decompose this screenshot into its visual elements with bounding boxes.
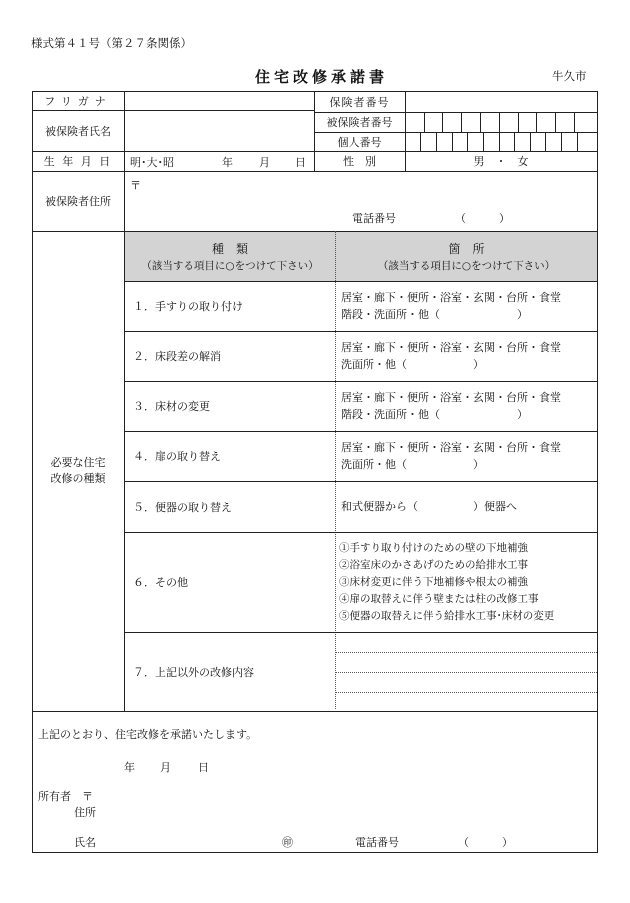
renovation-type-5[interactable]: ５．便器の取り替え (133, 500, 232, 514)
furigana-label: フリガナ (44, 95, 112, 108)
insurer-number-label: 保険者番号 (329, 95, 390, 109)
place-column-note: （該当する項目に○をつけて下さい） (377, 259, 556, 272)
renovation-type-7[interactable]: ７．上記以外の改修内容 (133, 665, 254, 679)
consent-date-field[interactable] (90, 755, 220, 775)
insurer-number-field[interactable] (406, 92, 596, 111)
address-field[interactable] (145, 175, 585, 205)
renovation-type-4[interactable]: ４．扉の取り替え (133, 450, 221, 463)
place-line: 階段・洗面所・他（ ） (341, 408, 528, 421)
place-column-title: 箇 所 (448, 241, 485, 256)
type-column-note: （該当する項目に○をつけて下さい） (141, 259, 319, 272)
insured-number-label: 被保険者番号 (326, 116, 393, 129)
renovation-place-4[interactable] (341, 431, 596, 481)
address-phone-label: 電話番号 (352, 212, 396, 225)
place-line: ①手すり取り付けのための壁の下地補強 (339, 541, 528, 554)
owner-address-label: 住所 (74, 806, 96, 819)
section-label-line2: 改修の種類 (50, 472, 106, 485)
place-column-header (336, 232, 597, 281)
consent-date-year: 年 (124, 761, 135, 774)
address-label: 被保険者住所 (45, 195, 111, 208)
seal-mark: ㊞ (282, 836, 293, 849)
place-line: ⑤便器の取替えに伴う給排水工事･床材の変更 (339, 609, 555, 622)
address-phone-parens[interactable]: （ ） (455, 212, 510, 225)
owner-address-field[interactable] (105, 786, 585, 820)
birth-year-label: 年 (222, 156, 233, 169)
consent-date-day: 日 (198, 761, 209, 774)
furigana-field[interactable] (125, 92, 313, 110)
place-line: 居室・廊下・便所・浴室・玄関・台所・食堂 (341, 441, 561, 454)
place-line: ④扉の取替えに伴う壁または柱の改修工事 (339, 592, 539, 605)
form-id: 様式第４１号（第２７条関係） (31, 36, 192, 50)
owner-name-label: 氏名 (74, 836, 96, 849)
renovation-place-6[interactable] (339, 532, 597, 632)
owner-name-field[interactable] (105, 830, 275, 848)
renovation-place-3[interactable] (341, 381, 596, 431)
place-line: 階段・洗面所・他（ ） (341, 308, 528, 321)
renovation-type-3[interactable]: ３．床材の変更 (133, 400, 210, 413)
gender-label: 性 別 (343, 155, 376, 168)
era-options[interactable]: 明･大･昭 (130, 156, 174, 169)
birth-day-label: 日 (295, 156, 306, 169)
birth-month-label: 月 (259, 156, 270, 169)
renovation-place-2[interactable] (341, 331, 596, 381)
insured-name-label: 被保険者氏名 (45, 124, 111, 138)
owner-phone-label: 電話番号 (355, 836, 399, 849)
owner-label: 所有者 〒 (38, 790, 93, 803)
renovation-type-6[interactable]: ６．その他 (133, 576, 188, 589)
renovation-type-2[interactable]: ２．床段差の解消 (133, 350, 221, 363)
address-postal-mark: 〒 (130, 179, 141, 192)
personal-number-field[interactable] (406, 133, 596, 150)
renovation-type-1[interactable]: １．手すりの取り付け (133, 300, 243, 313)
owner-phone-parens[interactable]: （ ） (458, 836, 513, 849)
renovation-other-field[interactable] (336, 633, 597, 710)
personal-number-label: 個人番号 (337, 135, 382, 149)
type-column-title: 種 類 (211, 241, 248, 256)
insured-name-field[interactable] (125, 111, 313, 150)
type-column-header (125, 232, 335, 281)
place-line: 居室・廊下・便所・浴室・玄関・台所・食堂 (341, 291, 561, 304)
birthdate-label: 生 年 月 日 (43, 155, 113, 168)
place-line: 和式便器から（ ）便器へ (341, 500, 517, 513)
gender-options[interactable]: 男 ・ 女 (473, 155, 529, 168)
renovation-place-1[interactable] (341, 281, 596, 331)
place-line: 居室・廊下・便所・浴室・玄関・台所・食堂 (341, 341, 561, 354)
place-line: 居室・廊下・便所・浴室・玄関・台所・食堂 (341, 391, 561, 404)
consent-statement: 上記のとおり、住宅改修を承諾いたします。 (38, 728, 258, 741)
renovation-place-5[interactable] (341, 481, 596, 532)
city-name: 牛久市 (552, 69, 587, 83)
page-title: 住宅改修承諾書 (255, 68, 389, 86)
place-line: 洗面所・他（ ） (341, 358, 484, 371)
insured-number-field[interactable] (406, 113, 596, 131)
consent-date-month: 月 (160, 761, 171, 774)
place-line: ③床材変更に伴う下地補修や根太の補強 (339, 575, 528, 588)
section-label (32, 231, 124, 711)
place-line: 洗面所・他（ ） (341, 458, 484, 471)
section-label-line1: 必要な住宅 (50, 456, 106, 469)
place-line: ②浴室床のかさあげのための給排水工事 (339, 558, 528, 571)
